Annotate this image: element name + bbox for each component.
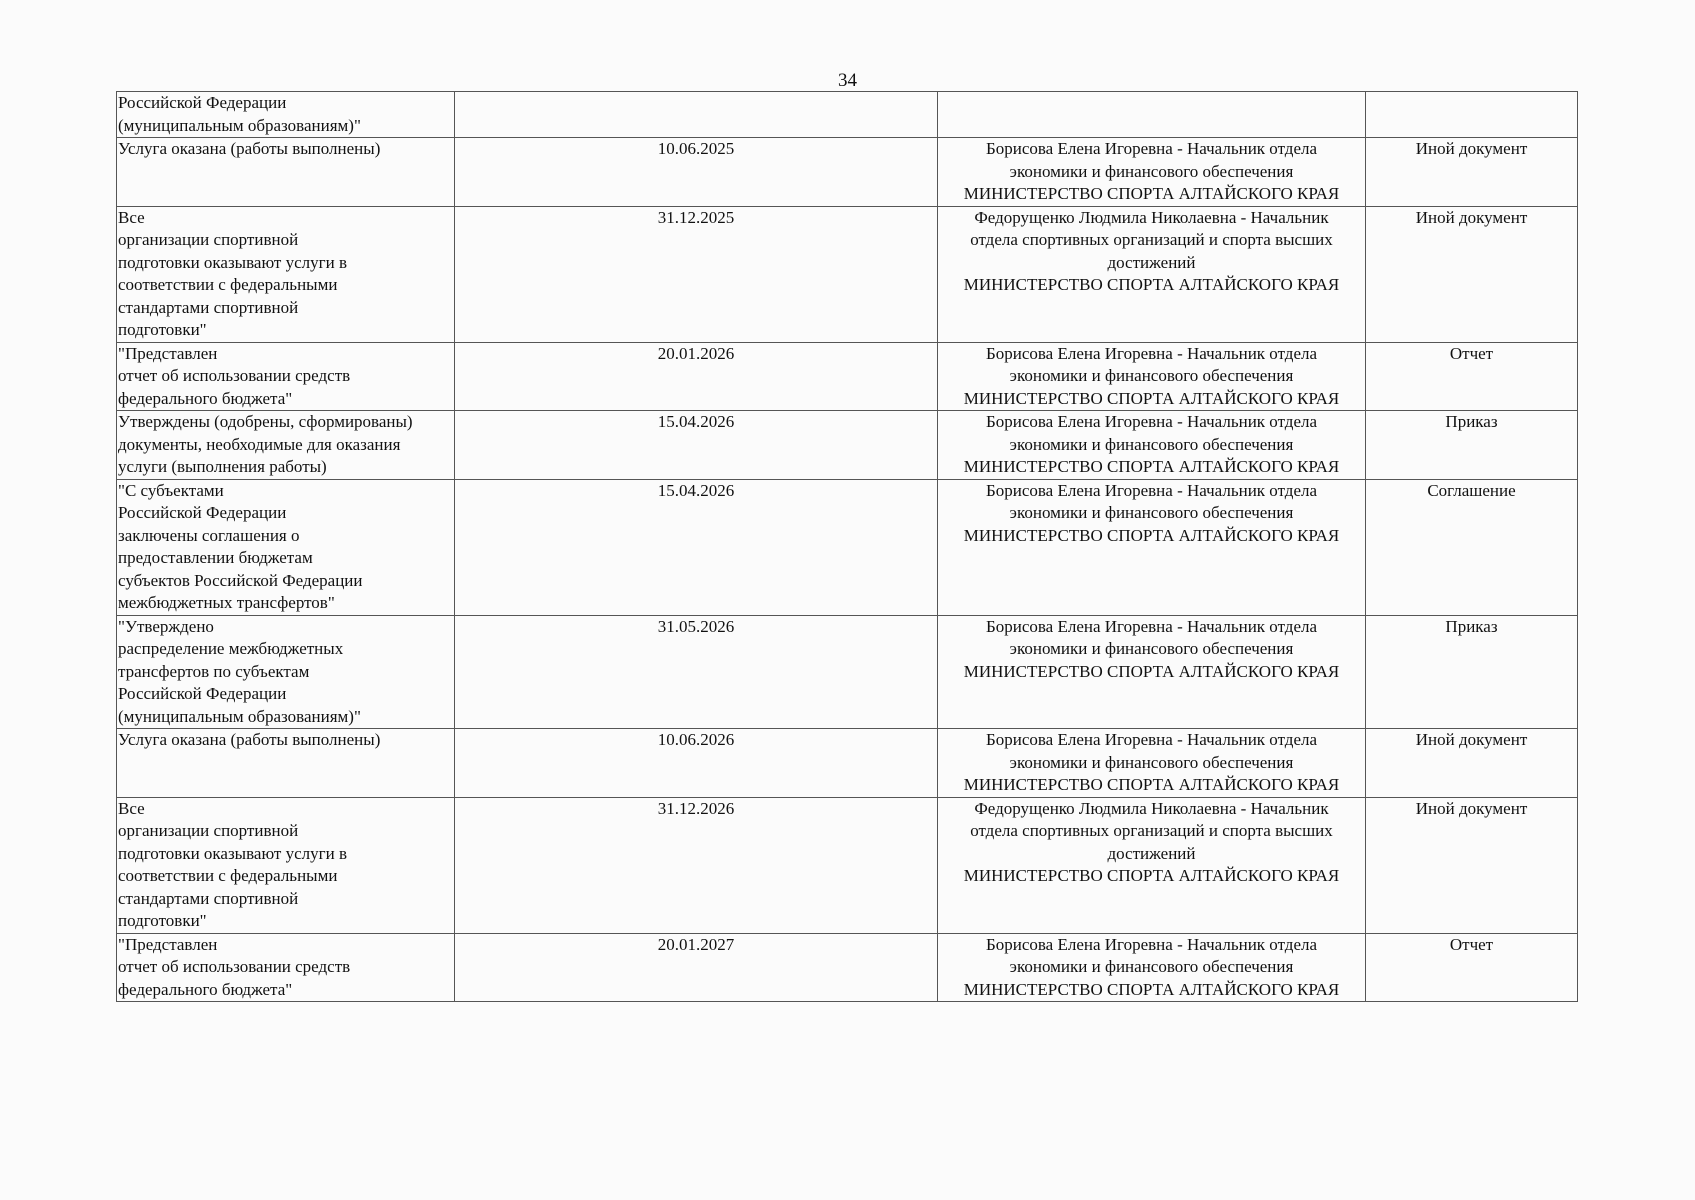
page-number: 34 — [838, 70, 857, 91]
date-cell: 20.01.2027 — [455, 933, 938, 1002]
document-type-cell: Соглашение — [1366, 479, 1578, 615]
document-type-cell: Иной документ — [1366, 206, 1578, 342]
document-type-cell — [1366, 92, 1578, 138]
responsible-cell — [938, 92, 1366, 138]
table-row — [117, 342, 1578, 411]
table-row — [117, 479, 1578, 615]
responsible-cell: Борисова Елена Игоревна - Начальник отдела экономики и финансового обеспечения МИНИСТЕРСТВО СПОРТА АЛТАЙСКОГО КРАЯ — [938, 615, 1366, 729]
table-body — [117, 92, 1578, 1002]
document-type-cell: Иной документ — [1366, 797, 1578, 933]
table-row — [117, 206, 1578, 342]
event-cell: "Утверждено распределение межбюджетных трансфертов по субъектам Российской Федерации (муниципальным образованиям)" — [117, 615, 455, 729]
control-points-table — [116, 91, 1578, 1002]
document-type-cell: Отчет — [1366, 933, 1578, 1002]
table-row — [117, 138, 1578, 207]
event-cell: Все организации спортивной подготовки оказывают услуги в соответствии с федеральными стандартами спортивной подготовки" — [117, 206, 455, 342]
table-row — [117, 615, 1578, 729]
event-cell: "С субъектами Российской Федерации заключены соглашения о предоставлении бюджетам субъектов Российской Федерации межбюджетных трансфертов" — [117, 479, 455, 615]
responsible-cell: Борисова Елена Игоревна - Начальник отдела экономики и финансового обеспечения МИНИСТЕРСТВО СПОРТА АЛТАЙСКОГО КРАЯ — [938, 411, 1366, 480]
date-cell: 15.04.2026 — [455, 479, 938, 615]
document-type-cell: Отчет — [1366, 342, 1578, 411]
document-type-cell: Иной документ — [1366, 729, 1578, 798]
table-row — [117, 933, 1578, 1002]
date-cell: 31.12.2026 — [455, 797, 938, 933]
date-cell: 10.06.2025 — [455, 138, 938, 207]
table-row — [117, 411, 1578, 480]
table-row — [117, 92, 1578, 138]
event-cell: Российской Федерации (муниципальным образованиям)" — [117, 92, 455, 138]
responsible-cell: Борисова Елена Игоревна - Начальник отдела экономики и финансового обеспечения МИНИСТЕРСТВО СПОРТА АЛТАЙСКОГО КРАЯ — [938, 342, 1366, 411]
document-type-cell: Приказ — [1366, 411, 1578, 480]
responsible-cell: Борисова Елена Игоревна - Начальник отдела экономики и финансового обеспечения МИНИСТЕРСТВО СПОРТА АЛТАЙСКОГО КРАЯ — [938, 933, 1366, 1002]
date-cell: 20.01.2026 — [455, 342, 938, 411]
responsible-cell: Федорущенко Людмила Николаевна - Начальник отдела спортивных организаций и спорта высших достижений МИНИСТЕРСТВО СПОРТА АЛТАЙСКОГО КРАЯ — [938, 206, 1366, 342]
event-cell: "Представлен отчет об использовании средств федерального бюджета" — [117, 933, 455, 1002]
event-cell: Услуга оказана (работы выполнены) — [117, 138, 455, 207]
event-cell: "Представлен отчет об использовании средств федерального бюджета" — [117, 342, 455, 411]
responsible-cell: Борисова Елена Игоревна - Начальник отдела экономики и финансового обеспечения МИНИСТЕРСТВО СПОРТА АЛТАЙСКОГО КРАЯ — [938, 729, 1366, 798]
event-cell: Утверждены (одобрены, сформированы) документы, необходимые для оказания услуги (выполнения работы) — [117, 411, 455, 480]
event-cell: Все организации спортивной подготовки оказывают услуги в соответствии с федеральными стандартами спортивной подготовки" — [117, 797, 455, 933]
document-type-cell: Иной документ — [1366, 138, 1578, 207]
document-type-cell: Приказ — [1366, 615, 1578, 729]
responsible-cell: Федорущенко Людмила Николаевна - Начальник отдела спортивных организаций и спорта высших достижений МИНИСТЕРСТВО СПОРТА АЛТАЙСКОГО КРАЯ — [938, 797, 1366, 933]
date-cell: 10.06.2026 — [455, 729, 938, 798]
date-cell: 31.05.2026 — [455, 615, 938, 729]
date-cell: 31.12.2025 — [455, 206, 938, 342]
date-cell — [455, 92, 938, 138]
table-row — [117, 797, 1578, 933]
table-row — [117, 729, 1578, 798]
responsible-cell: Борисова Елена Игоревна - Начальник отдела экономики и финансового обеспечения МИНИСТЕРСТВО СПОРТА АЛТАЙСКОГО КРАЯ — [938, 479, 1366, 615]
date-cell: 15.04.2026 — [455, 411, 938, 480]
responsible-cell: Борисова Елена Игоревна - Начальник отдела экономики и финансового обеспечения МИНИСТЕРСТВО СПОРТА АЛТАЙСКОГО КРАЯ — [938, 138, 1366, 207]
event-cell: Услуга оказана (работы выполнены) — [117, 729, 455, 798]
